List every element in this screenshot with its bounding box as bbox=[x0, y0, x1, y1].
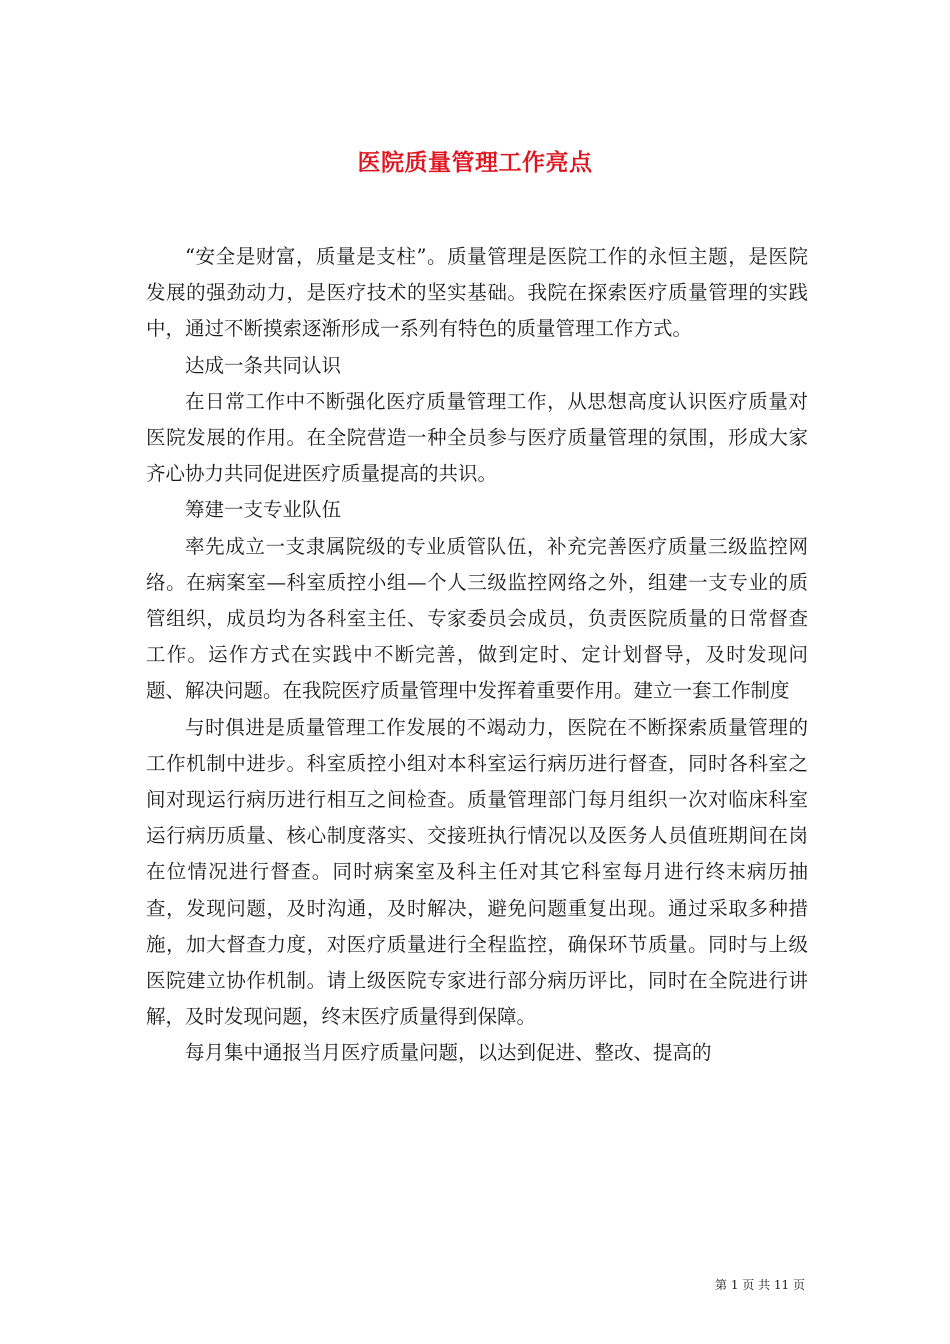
paragraph-consensus: 在日常工作中不断强化医疗质量管理工作，从思想高度认识医疗质量对医院发展的作用。在全院营造一种全员参与医疗质量管理的氛围，形成大家齐心协力共同促进医疗质量提高的共识。 bbox=[146, 389, 808, 486]
section-heading-team: 筹建一支专业队伍 bbox=[185, 498, 342, 522]
paragraph-team: 率先成立一支隶属院级的专业质管队伍，补充完善医疗质量三级监控网络。在病案室—科室质控小组—个人三级监控网络之外，组建一支专业的质管组织，成员均为各科室主任、专家委员会成员，负责医院质量的日常督查工作。运作方式在实践中不断完善，做到定时、定计划督导，及时发现问题、解决问题。在我院医疗质量管理中发挥着重要作用。建立一套工作制度 bbox=[146, 534, 808, 703]
page-number: 第 1 页 共 11 页 bbox=[715, 1278, 805, 1292]
section-heading-consensus: 达成一条共同认识 bbox=[185, 353, 342, 377]
paragraph-monthly-report: 每月集中通报当月医疗质量问题，以达到促进、整改、提高的 bbox=[185, 1041, 712, 1065]
document-title: 医院质量管理工作亮点 bbox=[357, 149, 593, 177]
document-body bbox=[146, 239, 808, 1072]
paragraph-system: 与时俱进是质量管理工作发展的不竭动力，医院在不断探索质量管理的工作机制中进步。科室质控小组对本科室运行病历进行督查，同时各科室之间对现运行病历进行相互之间检查。质量管理部门每月组织一次对临床科室运行病历质量、核心制度落实、交接班执行情况以及医务人员值班期间在岗在位情况进行督查。同时病案室及科主任对其它科室每月进行终末病历抽查，发现问题，及时沟通，及时解决，避免问题重复出现。通过采取多种措施，加大督查力度，对医疗质量进行全程监控，确保环节质量。同时与上级医院建立协作机制。请上级医院专家进行部分病历评比，同时在全院进行讲解，及时发现问题，终末医疗质量得到保障。 bbox=[146, 715, 808, 1029]
paragraph-intro: “安全是财富，质量是支柱”。质量管理是医院工作的永恒主题，是医院发展的强劲动力，是医疗技术的坚实基础。我院在探索医疗质量管理的实践中，通过不断摸索逐渐形成一系列有特色的质量管理工作方式。 bbox=[146, 245, 808, 341]
